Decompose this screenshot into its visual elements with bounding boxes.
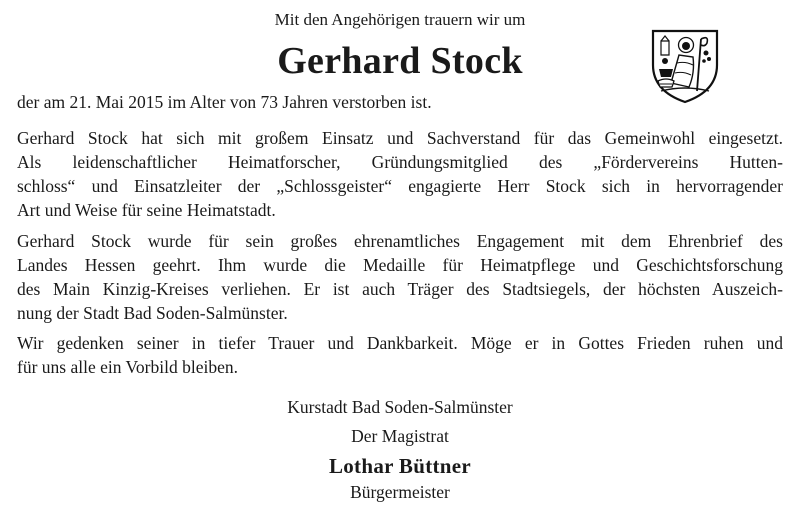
text-line: Landes Hessen geehrt. Ihm wurde die Medaille für Heimatpflege und Geschichtsforschung bbox=[17, 255, 783, 275]
death-notice-line: der am 21. Mai 2015 im Alter von 73 Jahren verstorben ist. bbox=[17, 92, 432, 112]
signature-organization: Kurstadt Bad Soden-Salmünster bbox=[287, 397, 513, 417]
signature-department: Der Magistrat bbox=[351, 426, 449, 446]
paragraph-honors bbox=[17, 229, 783, 325]
town-coat-of-arms-icon bbox=[649, 25, 721, 105]
text-line: Art und Weise für seine Heimatstadt. bbox=[17, 200, 276, 220]
signer-name: Lothar Büttner bbox=[328, 454, 472, 478]
text-line: Wir gedenken seiner in tiefer Trauer und Dankbarkeit. Möge er in Gottes Frieden ruhen und bbox=[17, 333, 783, 353]
text-line: Gerhard Stock wurde für sein großes ehrenamtliches Engagement mit dem Ehrenbrief des bbox=[17, 231, 783, 251]
text-line: für uns alle ein Vorbild bleiben. bbox=[17, 357, 238, 377]
text-line: schloss“ und Einsatzleiter der „Schlossgeister“ engagierte Herr Stock sich in hervorragender bbox=[17, 176, 783, 196]
text-line: des Main Kinzig-Kreises verliehen. Er ist auch Träger des Stadtsiegels, der höchsten Auszeich- bbox=[17, 279, 783, 299]
intro-line: Mit den Angehörigen trauern wir um bbox=[274, 10, 526, 29]
text-line: nung der Stadt Bad Soden-Salmünster. bbox=[17, 303, 288, 323]
text-line: Gerhard Stock hat sich mit großem Einsatz und Sachverstand für das Gemeinwohl eingesetzt. bbox=[17, 128, 783, 148]
paragraph-engagement bbox=[17, 126, 783, 222]
text-line: Als leidenschaftlicher Heimatforscher, Gründungsmitglied des „Fördervereins Hutten- bbox=[17, 152, 783, 172]
signer-role: Bürgermeister bbox=[350, 482, 450, 502]
paragraph-remembrance bbox=[17, 331, 783, 379]
deceased-name: Gerhard Stock bbox=[277, 40, 523, 82]
